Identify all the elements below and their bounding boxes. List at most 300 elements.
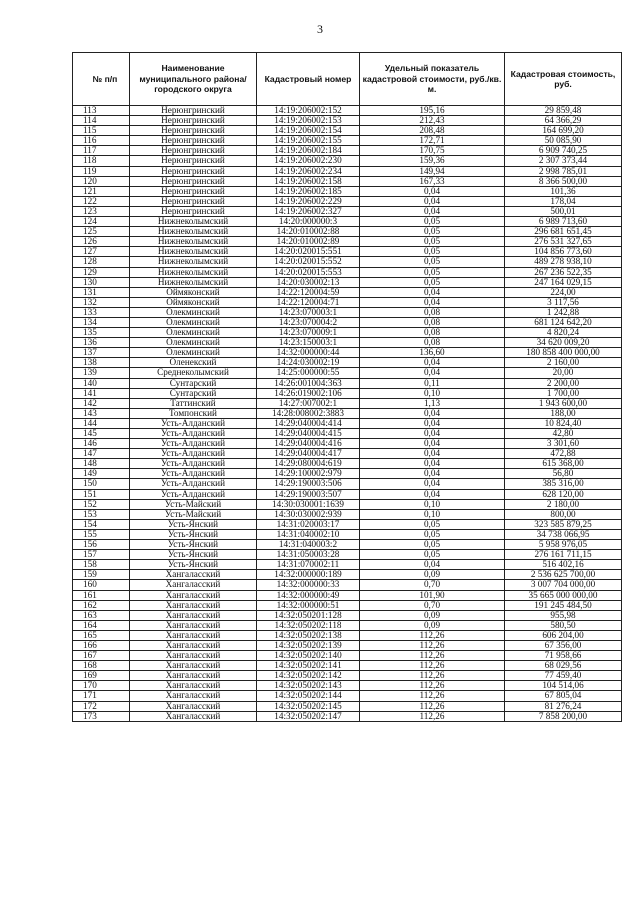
table-row	[73, 126, 622, 136]
table-row	[73, 227, 622, 237]
table-row	[73, 711, 622, 721]
page-number: 3	[317, 22, 323, 36]
cadastral-value: 267 236 522,35	[505, 267, 622, 277]
row-number: 132	[73, 297, 130, 307]
row-number: 129	[73, 267, 130, 277]
table-row	[73, 418, 622, 428]
table-row	[73, 701, 622, 711]
cadastral-number: 14:28:008002:3883	[257, 408, 360, 418]
cadastral-value: 224,00	[505, 287, 622, 297]
specific-value: 0,05	[360, 257, 505, 267]
table-row	[73, 186, 622, 196]
cadastral-number: 14:29:040004:417	[257, 449, 360, 459]
cadastral-value: 7 858 200,00	[505, 711, 622, 721]
specific-value: 0,09	[360, 620, 505, 630]
table-row	[73, 368, 622, 378]
row-number: 151	[73, 489, 130, 499]
cadastral-value: 101,36	[505, 186, 622, 196]
cadastral-number: 14:32:000000:51	[257, 600, 360, 610]
specific-value: 112,26	[360, 651, 505, 661]
municipality-name: Олекминский	[130, 317, 257, 327]
municipality-name: Хангаласский	[130, 701, 257, 711]
table-row	[73, 550, 622, 560]
cadastral-number: 14:29:190003:507	[257, 489, 360, 499]
municipality-name: Усть-Алданский	[130, 459, 257, 469]
cadastral-value: 188,00	[505, 408, 622, 418]
table-row	[73, 398, 622, 408]
cadastral-value: 8 366 500,00	[505, 176, 622, 186]
table-row	[73, 358, 622, 368]
specific-value: 0,05	[360, 540, 505, 550]
municipality-name: Нижнеколымский	[130, 247, 257, 257]
cadastral-value: 104 856 773,60	[505, 247, 622, 257]
row-number: 115	[73, 126, 130, 136]
row-number: 169	[73, 671, 130, 681]
table-header-row	[73, 53, 622, 106]
table-row	[73, 378, 622, 388]
header-num: № п/п	[73, 53, 130, 106]
table-row	[73, 156, 622, 166]
cadastral-value: 6 909 740,25	[505, 146, 622, 156]
cadastral-number: 14:32:050202:118	[257, 620, 360, 630]
municipality-name: Таттинский	[130, 398, 257, 408]
header-cadastral-number: Кадастровый номер	[257, 53, 360, 106]
table-row	[73, 297, 622, 307]
specific-value: 0,04	[360, 560, 505, 570]
cadastral-number: 14:32:050202:145	[257, 701, 360, 711]
cadastral-value: 681 124 642,20	[505, 317, 622, 327]
cadastral-number: 14:23:070003:1	[257, 307, 360, 317]
municipality-name: Нижнеколымский	[130, 217, 257, 227]
table-row	[73, 277, 622, 287]
cadastral-number: 14:19:206002:184	[257, 146, 360, 156]
cadastral-number: 14:23:070004:2	[257, 317, 360, 327]
row-number: 133	[73, 307, 130, 317]
cadastral-value: 2 998 785,01	[505, 166, 622, 176]
row-number: 124	[73, 217, 130, 227]
cadastral-value: 71 958,66	[505, 651, 622, 661]
row-number: 152	[73, 499, 130, 509]
municipality-name: Хангаласский	[130, 580, 257, 590]
table-row	[73, 449, 622, 459]
table-row	[73, 661, 622, 671]
row-number: 137	[73, 348, 130, 358]
specific-value: 0,08	[360, 338, 505, 348]
specific-value: 112,26	[360, 630, 505, 640]
specific-value: 0,04	[360, 206, 505, 216]
municipality-name: Усть-Алданский	[130, 439, 257, 449]
specific-value: 0,04	[360, 418, 505, 428]
specific-value: 0,04	[360, 408, 505, 418]
specific-value: 195,16	[360, 106, 505, 116]
cadastral-number: 14:19:206002:153	[257, 116, 360, 126]
row-number: 156	[73, 540, 130, 550]
municipality-name: Олекминский	[130, 348, 257, 358]
row-number: 161	[73, 590, 130, 600]
table-row	[73, 408, 622, 418]
cadastral-number: 14:20:020015:552	[257, 257, 360, 267]
cadastral-value: 516 402,16	[505, 560, 622, 570]
cadastral-number: 14:19:206002:229	[257, 196, 360, 206]
municipality-name: Нерюнгринский	[130, 116, 257, 126]
row-number: 168	[73, 661, 130, 671]
cadastral-number: 14:32:050202:142	[257, 671, 360, 681]
municipality-name: Хангаласский	[130, 570, 257, 580]
municipality-name: Нерюнгринский	[130, 136, 257, 146]
specific-value: 0,05	[360, 227, 505, 237]
row-number: 171	[73, 691, 130, 701]
municipality-name: Нижнеколымский	[130, 257, 257, 267]
cadastral-number: 14:29:040004:414	[257, 418, 360, 428]
cadastral-value: 56,80	[505, 469, 622, 479]
row-number: 153	[73, 509, 130, 519]
table-row	[73, 509, 622, 519]
cadastral-value: 64 366,29	[505, 116, 622, 126]
specific-value: 0,05	[360, 519, 505, 529]
row-number: 147	[73, 449, 130, 459]
specific-value: 0,05	[360, 217, 505, 227]
municipality-name: Усть-Янский	[130, 529, 257, 539]
table-row	[73, 590, 622, 600]
header-cadastral-value: Кадастровая стоимость, руб.	[505, 53, 622, 106]
table-row	[73, 287, 622, 297]
cadastral-number: 14:20:030002:13	[257, 277, 360, 287]
cadastral-number: 14:29:190003:506	[257, 479, 360, 489]
specific-value: 208,48	[360, 126, 505, 136]
cadastral-number: 14:19:206002:154	[257, 126, 360, 136]
municipality-name: Усть-Алданский	[130, 429, 257, 439]
header-specific-value: Удельный показатель кадастровой стоимости, руб./кв. м.	[360, 53, 505, 106]
cadastral-number: 14:32:050202:139	[257, 640, 360, 650]
row-number: 140	[73, 378, 130, 388]
specific-value: 0,70	[360, 580, 505, 590]
cadastral-number: 14:19:206002:327	[257, 206, 360, 216]
municipality-name: Нерюнгринский	[130, 206, 257, 216]
specific-value: 167,33	[360, 176, 505, 186]
cadastral-number: 14:30:030001:1639	[257, 499, 360, 509]
cadastral-value: 191 245 484,50	[505, 600, 622, 610]
row-number: 119	[73, 166, 130, 176]
table-row	[73, 206, 622, 216]
cadastral-value-table	[72, 52, 622, 722]
specific-value: 0,05	[360, 237, 505, 247]
row-number: 113	[73, 106, 130, 116]
row-number: 163	[73, 610, 130, 620]
cadastral-number: 14:32:050202:147	[257, 711, 360, 721]
cadastral-value: 67 356,00	[505, 640, 622, 650]
specific-value: 0,05	[360, 529, 505, 539]
cadastral-value: 178,04	[505, 196, 622, 206]
cadastral-value: 3 301,60	[505, 439, 622, 449]
specific-value: 0,04	[360, 186, 505, 196]
cadastral-value: 955,98	[505, 610, 622, 620]
table-row	[73, 257, 622, 267]
municipality-name: Нерюнгринский	[130, 166, 257, 176]
cadastral-number: 14:19:206002:158	[257, 176, 360, 186]
municipality-name: Усть-Майский	[130, 499, 257, 509]
row-number: 136	[73, 338, 130, 348]
specific-value: 0,04	[360, 439, 505, 449]
cadastral-number: 14:32:050201:128	[257, 610, 360, 620]
table-row	[73, 267, 622, 277]
cadastral-value: 6 989 713,60	[505, 217, 622, 227]
municipality-name: Хангаласский	[130, 691, 257, 701]
municipality-name: Хангаласский	[130, 671, 257, 681]
table-row	[73, 580, 622, 590]
table-row	[73, 691, 622, 701]
cadastral-number: 14:32:050202:143	[257, 681, 360, 691]
municipality-name: Олекминский	[130, 307, 257, 317]
row-number: 142	[73, 398, 130, 408]
cadastral-number: 14:31:050003:28	[257, 550, 360, 560]
municipality-name: Усть-Янский	[130, 550, 257, 560]
specific-value: 0,04	[360, 479, 505, 489]
table-row	[73, 630, 622, 640]
row-number: 162	[73, 600, 130, 610]
specific-value: 0,04	[360, 489, 505, 499]
municipality-name: Хангаласский	[130, 620, 257, 630]
row-number: 170	[73, 681, 130, 691]
cadastral-number: 14:29:080004:619	[257, 459, 360, 469]
cadastral-number: 14:20:010002:88	[257, 227, 360, 237]
specific-value: 136,60	[360, 348, 505, 358]
cadastral-number: 14:26:001004:363	[257, 378, 360, 388]
table-row	[73, 348, 622, 358]
cadastral-value: 81 276,24	[505, 701, 622, 711]
table-row	[73, 237, 622, 247]
table-row	[73, 217, 622, 227]
municipality-name: Нижнеколымский	[130, 277, 257, 287]
cadastral-number: 14:32:000000:44	[257, 348, 360, 358]
cadastral-number: 14:23:150003:1	[257, 338, 360, 348]
specific-value: 0,04	[360, 196, 505, 206]
municipality-name: Хангаласский	[130, 661, 257, 671]
cadastral-value: 180 858 400 000,00	[505, 348, 622, 358]
row-number: 125	[73, 227, 130, 237]
cadastral-number: 14:32:050202:138	[257, 630, 360, 640]
cadastral-value: 1 242,88	[505, 307, 622, 317]
row-number: 135	[73, 328, 130, 338]
table-row	[73, 499, 622, 509]
municipality-name: Сунтарский	[130, 378, 257, 388]
header-municipality: Наименование муниципального района/городского округа	[130, 53, 257, 106]
cadastral-value: 606 204,00	[505, 630, 622, 640]
cadastral-number: 14:24:030002:19	[257, 358, 360, 368]
table-row	[73, 620, 622, 630]
municipality-name: Оймяконский	[130, 287, 257, 297]
table-row	[73, 540, 622, 550]
specific-value: 0,09	[360, 610, 505, 620]
cadastral-value: 164 699,20	[505, 126, 622, 136]
row-number: 148	[73, 459, 130, 469]
specific-value: 0,04	[360, 469, 505, 479]
specific-value: 0,70	[360, 600, 505, 610]
cadastral-number: 14:32:050202:144	[257, 691, 360, 701]
specific-value: 101,90	[360, 590, 505, 600]
row-number: 164	[73, 620, 130, 630]
cadastral-number: 14:19:206002:152	[257, 106, 360, 116]
specific-value: 0,10	[360, 388, 505, 398]
municipality-name: Нижнеколымский	[130, 237, 257, 247]
table-row	[73, 519, 622, 529]
row-number: 138	[73, 358, 130, 368]
municipality-name: Нижнеколымский	[130, 227, 257, 237]
table-row	[73, 671, 622, 681]
cadastral-value: 500,01	[505, 206, 622, 216]
municipality-name: Оймяконский	[130, 297, 257, 307]
cadastral-value: 472,88	[505, 449, 622, 459]
municipality-name: Нерюнгринский	[130, 186, 257, 196]
row-number: 127	[73, 247, 130, 257]
cadastral-value: 385 316,00	[505, 479, 622, 489]
specific-value: 0,04	[360, 368, 505, 378]
row-number: 114	[73, 116, 130, 126]
cadastral-number: 14:22:120004:71	[257, 297, 360, 307]
cadastral-value: 276 531 327,65	[505, 237, 622, 247]
table-row	[73, 640, 622, 650]
row-number: 143	[73, 408, 130, 418]
specific-value: 1,13	[360, 398, 505, 408]
cadastral-value: 3 117,56	[505, 297, 622, 307]
cadastral-value: 5 958 976,05	[505, 540, 622, 550]
specific-value: 112,26	[360, 681, 505, 691]
municipality-name: Олекминский	[130, 338, 257, 348]
municipality-name: Усть-Алданский	[130, 469, 257, 479]
municipality-name: Нерюнгринский	[130, 126, 257, 136]
cadastral-value: 2 160,00	[505, 358, 622, 368]
row-number: 141	[73, 388, 130, 398]
table-row	[73, 600, 622, 610]
cadastral-number: 14:20:020015:553	[257, 267, 360, 277]
table-row	[73, 610, 622, 620]
municipality-name: Нерюнгринский	[130, 146, 257, 156]
specific-value: 149,94	[360, 166, 505, 176]
table-row	[73, 106, 622, 116]
cadastral-number: 14:31:070002:11	[257, 560, 360, 570]
cadastral-number: 14:32:000000:49	[257, 590, 360, 600]
specific-value: 112,26	[360, 671, 505, 681]
row-number: 172	[73, 701, 130, 711]
municipality-name: Хангаласский	[130, 600, 257, 610]
specific-value: 212,43	[360, 116, 505, 126]
cadastral-number: 14:23:070009:1	[257, 328, 360, 338]
specific-value: 0,05	[360, 277, 505, 287]
specific-value: 0,05	[360, 247, 505, 257]
cadastral-number: 14:20:010002:89	[257, 237, 360, 247]
cadastral-number: 14:29:100002:979	[257, 469, 360, 479]
table-row	[73, 560, 622, 570]
row-number: 155	[73, 529, 130, 539]
cadastral-number: 14:29:040004:416	[257, 439, 360, 449]
table-row	[73, 247, 622, 257]
cadastral-number: 14:31:040003:2	[257, 540, 360, 550]
cadastral-number: 14:27:007002:1	[257, 398, 360, 408]
row-number: 154	[73, 519, 130, 529]
row-number: 173	[73, 711, 130, 721]
row-number: 160	[73, 580, 130, 590]
municipality-name: Нерюнгринский	[130, 176, 257, 186]
cadastral-value: 1 943 600,00	[505, 398, 622, 408]
table-row	[73, 479, 622, 489]
cadastral-number: 14:26:019002:106	[257, 388, 360, 398]
municipality-name: Хангаласский	[130, 590, 257, 600]
cadastral-value: 42,80	[505, 429, 622, 439]
cadastral-number: 14:19:206002:230	[257, 156, 360, 166]
row-number: 126	[73, 237, 130, 247]
table-row	[73, 651, 622, 661]
row-number: 139	[73, 368, 130, 378]
specific-value: 159,36	[360, 156, 505, 166]
cadastral-value: 489 278 938,10	[505, 257, 622, 267]
municipality-name: Нерюнгринский	[130, 106, 257, 116]
municipality-name: Хангаласский	[130, 630, 257, 640]
table-row	[73, 338, 622, 348]
row-number: 128	[73, 257, 130, 267]
table-row	[73, 146, 622, 156]
specific-value: 0,10	[360, 509, 505, 519]
row-number: 130	[73, 277, 130, 287]
cadastral-number: 14:19:206002:155	[257, 136, 360, 146]
cadastral-value: 67 805,04	[505, 691, 622, 701]
municipality-name: Хангаласский	[130, 640, 257, 650]
municipality-name: Сунтарский	[130, 388, 257, 398]
specific-value: 0,10	[360, 499, 505, 509]
specific-value: 0,05	[360, 267, 505, 277]
table-row	[73, 489, 622, 499]
row-number: 157	[73, 550, 130, 560]
cadastral-number: 14:20:000000:3	[257, 217, 360, 227]
specific-value: 112,26	[360, 691, 505, 701]
row-number: 146	[73, 439, 130, 449]
specific-value: 0,04	[360, 459, 505, 469]
specific-value: 0,05	[360, 550, 505, 560]
cadastral-number: 14:30:030002:939	[257, 509, 360, 519]
specific-value: 0,08	[360, 317, 505, 327]
municipality-name: Нерюнгринский	[130, 156, 257, 166]
cadastral-value: 2 180,00	[505, 499, 622, 509]
cadastral-value: 50 085,90	[505, 136, 622, 146]
row-number: 144	[73, 418, 130, 428]
municipality-name: Хангаласский	[130, 610, 257, 620]
cadastral-value: 104 514,06	[505, 681, 622, 691]
cadastral-value: 2 307 373,44	[505, 156, 622, 166]
row-number: 166	[73, 640, 130, 650]
cadastral-number: 14:19:206002:234	[257, 166, 360, 176]
table-row	[73, 388, 622, 398]
specific-value: 112,26	[360, 711, 505, 721]
table-row	[73, 469, 622, 479]
cadastral-value: 580,50	[505, 620, 622, 630]
cadastral-value: 35 665 000 000,00	[505, 590, 622, 600]
table-row	[73, 116, 622, 126]
row-number: 116	[73, 136, 130, 146]
cadastral-value: 77 459,40	[505, 671, 622, 681]
cadastral-value: 2 536 625 700,00	[505, 570, 622, 580]
row-number: 159	[73, 570, 130, 580]
specific-value: 0,04	[360, 287, 505, 297]
specific-value: 0,08	[360, 328, 505, 338]
cadastral-number: 14:32:000000:189	[257, 570, 360, 580]
table-row	[73, 136, 622, 146]
cadastral-value: 247 164 029,15	[505, 277, 622, 287]
specific-value: 0,09	[360, 570, 505, 580]
municipality-name: Усть-Янский	[130, 560, 257, 570]
cadastral-number: 14:25:000000:55	[257, 368, 360, 378]
row-number: 117	[73, 146, 130, 156]
specific-value: 0,04	[360, 297, 505, 307]
cadastral-value: 2 200,00	[505, 378, 622, 388]
row-number: 121	[73, 186, 130, 196]
